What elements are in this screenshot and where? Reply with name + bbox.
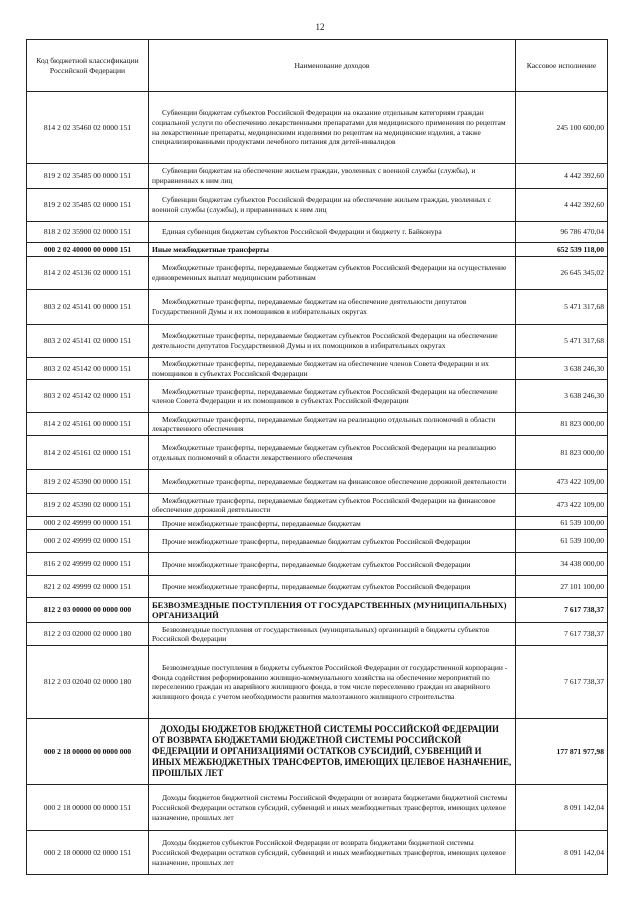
row-code: 000 2 02 40000 00 0000 151 [27, 243, 149, 257]
row-name: Иные межбюджетные трансферты [149, 243, 516, 257]
row-name: Прочие межбюджетные трансферты, передаваемые бюджетам субъектов Российской Федерации [149, 553, 516, 576]
row-code: 821 2 02 49999 02 0000 151 [27, 576, 149, 598]
row-amount: 8 091 142,04 [516, 831, 608, 875]
row-name: Субвенции бюджетам субъектов Российской Федерации на обеспечение жильем граждан, уволенных с военной службы (службы), и приравненных к ним лиц [149, 189, 516, 222]
row-code: 000 2 02 49999 02 0000 151 [27, 530, 149, 553]
row-amount: 96 786 470,04 [516, 222, 608, 243]
row-name: Межбюджетные трансферты, передаваемые бюджетам субъектов Российской Федерации на обеспечение деятельности депутатов Государственной Думы и их помощников в избирательных округах [149, 325, 516, 358]
row-code: 000 2 18 00000 02 0000 151 [27, 831, 149, 875]
table-row [27, 530, 608, 553]
table-row [27, 494, 608, 517]
row-amount: 7 617 738,37 [516, 646, 608, 719]
table-row [27, 623, 608, 646]
row-amount: 3 638 246,30 [516, 358, 608, 380]
row-amount: 5 471 317,68 [516, 290, 608, 325]
row-name: Субвенции бюджетам субъектов Российской Федерации на оказание отдельным категориям граждан социальной услуги по обеспечению лекарственными препаратами для медицинского применения по рецептам на лекарственные препараты, медицинскими изделиями по рецептам на медицинские изделия, а также специализированными продуктами лечебного питания для детей-инвалидов [149, 92, 516, 164]
row-code: 819 2 02 35485 00 0000 151 [27, 164, 149, 189]
row-code: 000 2 18 00000 00 0000 151 [27, 785, 149, 831]
row-code: 818 2 02 35900 02 0000 151 [27, 222, 149, 243]
row-amount: 5 471 317,68 [516, 325, 608, 358]
table-row [27, 598, 608, 623]
table-row [27, 189, 608, 222]
revenue-table [26, 39, 608, 875]
row-code: 819 2 02 45390 00 0000 151 [27, 470, 149, 494]
row-code: 803 2 02 45142 02 0000 151 [27, 380, 149, 413]
table-row [27, 785, 608, 831]
row-code: 819 2 02 35485 02 0000 151 [27, 189, 149, 222]
table-row [27, 92, 608, 164]
row-amount: 27 101 100,00 [516, 576, 608, 598]
table-row [27, 576, 608, 598]
row-name: Межбюджетные трансферты, передаваемые бюджетам субъектов Российской Федерации на обеспечение членов Совета Федерации и их помощников в субъектах Российской Федерации [149, 380, 516, 413]
table-row [27, 290, 608, 325]
row-name: Безвозмездные поступления в бюджеты субъектов Российской Федерации от государственной корпорации - Фонда содействия реформированию жилищно-коммунального хозяйства на обеспечение мероприятий по переселению граждан из аварийного жилищного фонда, в том числе переселению граждан из аварийного жилищного фонда с учетом необходимости развития малоэтажного жилищного строительства [149, 646, 516, 719]
row-amount: 61 539 100,00 [516, 530, 608, 553]
page-number: 12 [315, 22, 325, 32]
row-name: ДОХОДЫ БЮДЖЕТОВ БЮДЖЕТНОЙ СИСТЕМЫ РОССИЙСКОЙ ФЕДЕРАЦИИ ОТ ВОЗВРАТА БЮДЖЕТАМИ БЮДЖЕТНОЙ СИСТЕМЫ РОССИЙСКОЙ ФЕДЕРАЦИИ И ОРГАНИЗАЦИЯМИ ОСТАТКОВ СУБСИДИЙ, СУБВЕНЦИЙ И ИНЫХ МЕЖБЮДЖЕТНЫХ ТРАНСФЕРТОВ, ИМЕЮЩИХ ЦЕЛЕВОЕ НАЗНАЧЕНИЕ, ПРОШЛЫХ ЛЕТ [149, 719, 516, 785]
table-row [27, 380, 608, 413]
table-row [27, 436, 608, 470]
row-name: Субвенции бюджетам на обеспечение жильем граждан, уволенных с военной службы (службы), и приравненных к ним лиц [149, 164, 516, 189]
table-row [27, 553, 608, 576]
table-row [27, 358, 608, 380]
row-amount: 177 871 977,98 [516, 719, 608, 785]
row-code: 000 2 18 00000 00 0000 000 [27, 719, 149, 785]
table-row [27, 831, 608, 875]
row-amount: 8 091 142,04 [516, 785, 608, 831]
row-amount: 26 645 345,02 [516, 257, 608, 290]
row-amount: 7 617 738,37 [516, 598, 608, 623]
row-code: 812 2 03 02040 02 0000 180 [27, 646, 149, 719]
row-code: 814 2 02 45161 00 0000 151 [27, 413, 149, 436]
row-amount: 7 617 738,37 [516, 623, 608, 646]
row-code: 803 2 02 45141 00 0000 151 [27, 290, 149, 325]
row-name: Прочие межбюджетные трансферты, передаваемые бюджетам субъектов Российской Федерации [149, 576, 516, 598]
row-name: Межбюджетные трансферты, передаваемые бюджетам на финансовое обеспечение дорожной деятельности [149, 470, 516, 494]
row-code: 000 2 02 49999 00 0000 151 [27, 517, 149, 530]
row-amount: 34 438 000,00 [516, 553, 608, 576]
row-code: 812 2 03 00000 00 0000 000 [27, 598, 149, 623]
table-row [27, 222, 608, 243]
row-name: Доходы бюджетов субъектов Российской Федерации от возврата бюджетами бюджетной системы Российской Федерации остатков субсидий, субвенций и иных межбюджетных трансфертов, имеющих целевое назначение, прошлых лет [149, 831, 516, 875]
table-header-row [27, 40, 608, 92]
table-row [27, 470, 608, 494]
header-amount: Кассовое исполнение [516, 40, 608, 92]
row-code: 819 2 02 45390 02 0000 151 [27, 494, 149, 517]
row-name: Межбюджетные трансферты, передаваемые бюджетам на реализацию отдельных полномочий в области лекарственного обеспечения [149, 413, 516, 436]
row-name: Прочие межбюджетные трансферты, передаваемые бюджетам субъектов Российской Федерации [149, 530, 516, 553]
row-amount: 652 539 118,00 [516, 243, 608, 257]
row-code: 814 2 02 45161 02 0000 151 [27, 436, 149, 470]
row-amount: 4 442 392,60 [516, 164, 608, 189]
header-code: Код бюджетной классификации Российской Федерации [27, 40, 149, 92]
row-name: Межбюджетные трансферты, передаваемые бюджетам субъектов Российской Федерации на реализацию отдельных полномочий в области лекарственного обеспечения [149, 436, 516, 470]
row-name: Межбюджетные трансферты, передаваемые бюджетам субъектов Российской Федерации на финансовое обеспечение дорожной деятельности [149, 494, 516, 517]
row-amount: 81 823 000,00 [516, 413, 608, 436]
row-name: БЕЗВОЗМЕЗДНЫЕ ПОСТУПЛЕНИЯ ОТ ГОСУДАРСТВЕННЫХ (МУНИЦИПАЛЬНЫХ) ОРГАНИЗАЦИЙ [149, 598, 516, 623]
table-row [27, 413, 608, 436]
row-name: Межбюджетные трансферты, передаваемые бюджетам на обеспечение членов Совета Федерации и их помощников в субъектах Российской Федерации [149, 358, 516, 380]
row-name: Межбюджетные трансферты, передаваемые бюджетам субъектов Российской Федерации на осуществление единовременных выплат медицинским работникам [149, 257, 516, 290]
table-row [27, 517, 608, 530]
header-name: Наименование доходов [149, 40, 516, 92]
row-code: 812 2 03 02000 02 0000 180 [27, 623, 149, 646]
row-code: 803 2 02 45141 02 0000 151 [27, 325, 149, 358]
row-amount: 473 422 109,00 [516, 470, 608, 494]
row-name: Единая субвенция бюджетам субъектов Российской Федерации и бюджету г. Байконура [149, 222, 516, 243]
row-code: 814 2 02 35460 02 0000 151 [27, 92, 149, 164]
table-row [27, 257, 608, 290]
table-row [27, 646, 608, 719]
row-name: Доходы бюджетов бюджетной системы Российской Федерации от возврата бюджетами бюджетной системы Российской Федерации остатков субсидий, субвенций и иных межбюджетных трансфертов, имеющих целевое назначение, прошлых лет [149, 785, 516, 831]
row-code: 816 2 02 49999 02 0000 151 [27, 553, 149, 576]
row-name: Прочие межбюджетные трансферты, передаваемые бюджетам [149, 517, 516, 530]
row-name: Безвозмездные поступления от государственных (муниципальных) организаций в бюджеты субъектов Российской Федерации [149, 623, 516, 646]
row-code: 803 2 02 45142 00 0000 151 [27, 358, 149, 380]
table-row [27, 719, 608, 785]
table-row [27, 243, 608, 257]
row-amount: 473 422 109,00 [516, 494, 608, 517]
row-amount: 4 442 392,60 [516, 189, 608, 222]
row-name: Межбюджетные трансферты, передаваемые бюджетам на обеспечение деятельности депутатов Государственной Думы и их помощников в избирательных округах [149, 290, 516, 325]
row-amount: 3 638 246,30 [516, 380, 608, 413]
row-code: 814 2 02 45136 02 0000 151 [27, 257, 149, 290]
table-row [27, 325, 608, 358]
table-row [27, 164, 608, 189]
row-amount: 61 539 100,00 [516, 517, 608, 530]
row-amount: 81 823 000,00 [516, 436, 608, 470]
row-amount: 245 100 600,00 [516, 92, 608, 164]
